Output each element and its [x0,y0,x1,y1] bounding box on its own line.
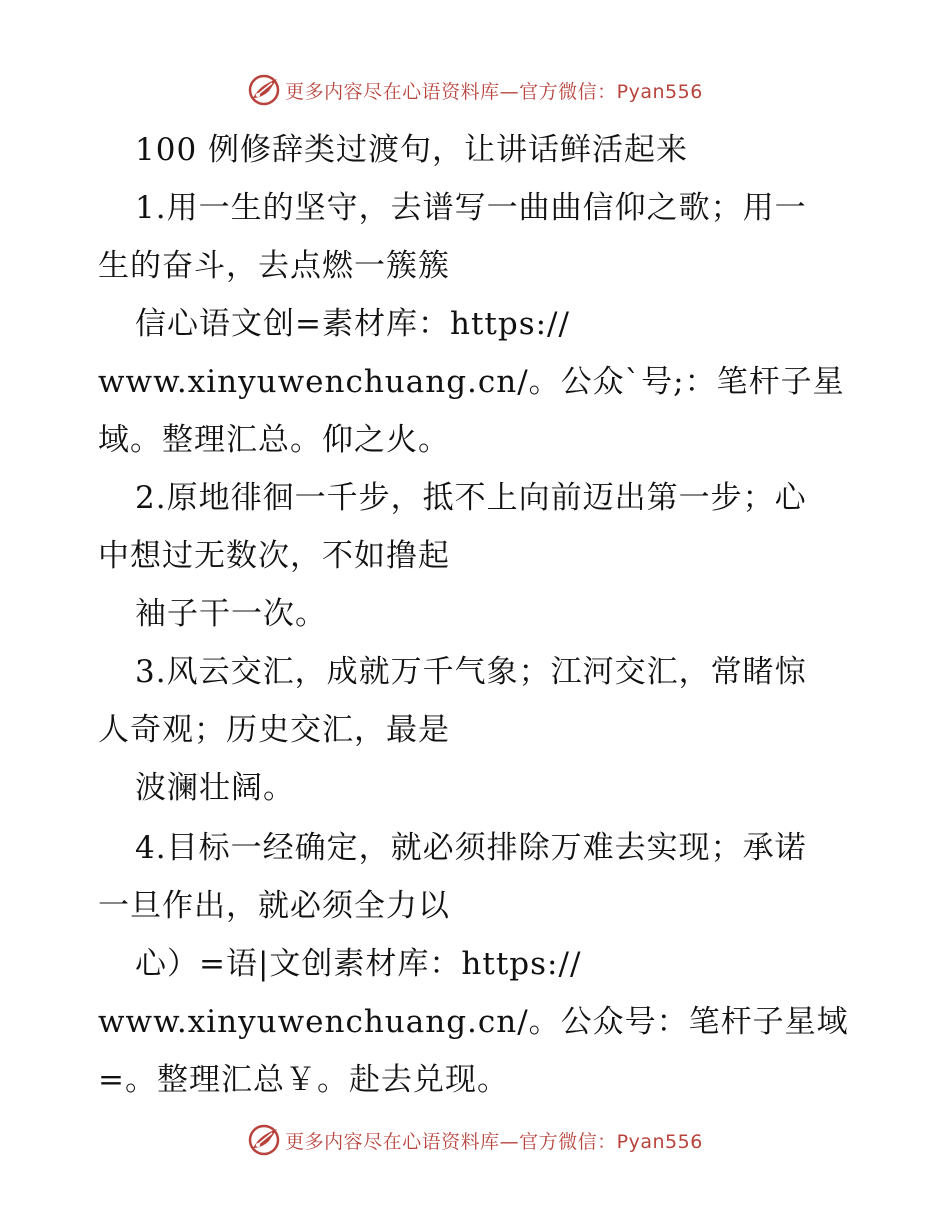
text-line: 4.目标一经确定，就必须排除万难去实现；承诺 [135,830,807,866]
text-line: 人奇观；历史交汇，最是 [98,712,450,748]
header-banner [0,70,950,110]
document-title: 100 例修辞类过渡句，让讲话鲜活起来 [135,132,689,168]
text-line: 袖子干一次。 [135,596,327,632]
pen-logo-icon [247,73,281,107]
pen-logo-icon [247,1123,281,1157]
text-line: 生的奋斗，去点燃一簇簇 [98,248,450,284]
text-line: 一旦作出，就必须全力以 [98,888,450,924]
text-line: 信心语文创=素材库：https:// [135,306,570,342]
header-banner-text: 更多内容尽在心语资料库—官方微信：Pyan556 [285,80,703,103]
text-line: 波澜壮阔。 [135,770,295,806]
text-line: 心）=语|文创素材库：https:// [135,946,582,982]
text-line: 域。整理汇总。仰之火。 [98,422,450,458]
text-line: 1.用一生的坚守，去谱写一曲曲信仰之歌；用一 [135,190,807,226]
text-line: www.xinyuwenchuang.cn/。公众号：笔杆子星域 [98,1004,849,1040]
text-line: 3.风云交汇，成就万千气象；江河交汇，常睹惊 [135,654,807,690]
text-line: =。整理汇总￥。赴去兑现。 [98,1062,509,1098]
text-line: 2.原地徘徊一千步，抵不上向前迈出第一步；心 [135,480,807,516]
text-line: 中想过无数次，不如撸起 [98,538,450,574]
text-line: www.xinyuwenchuang.cn/。公众`号;：笔杆子星 [98,364,845,400]
footer-banner-text: 更多内容尽在心语资料库—官方微信：Pyan556 [285,1130,703,1153]
footer-banner [0,1120,950,1160]
